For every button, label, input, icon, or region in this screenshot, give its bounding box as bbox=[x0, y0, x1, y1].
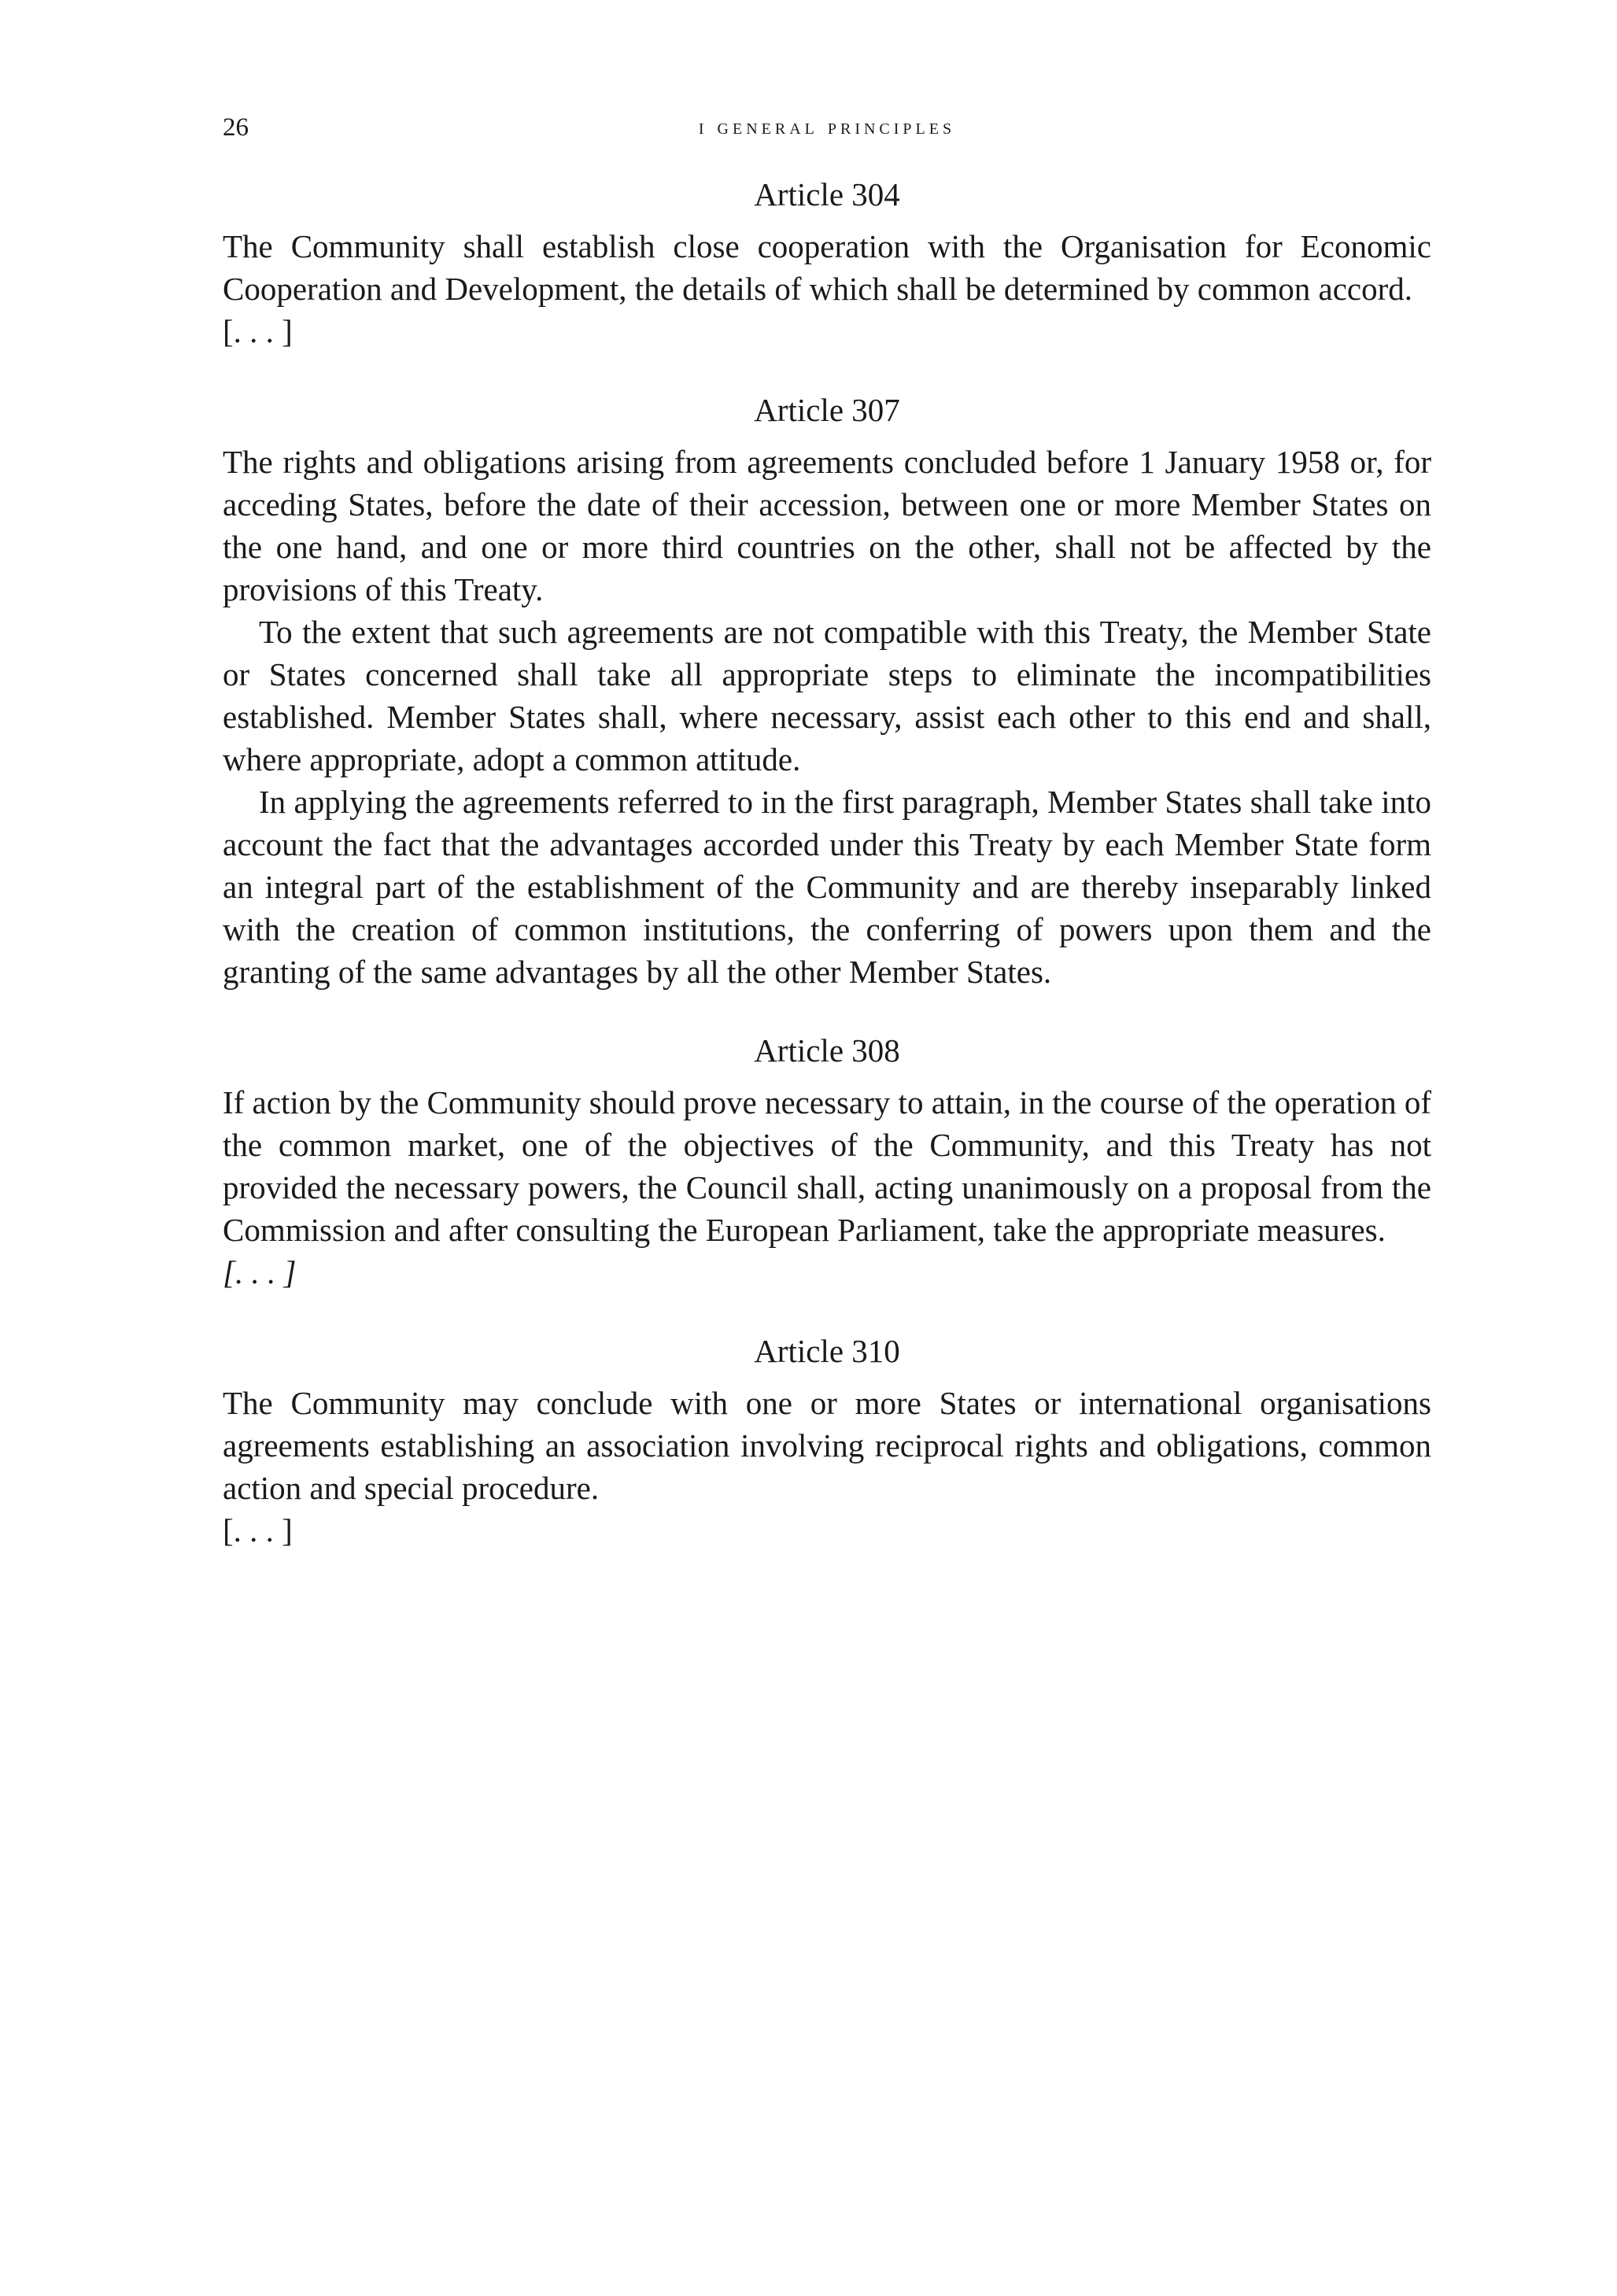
omission-marker: [. . . ] bbox=[223, 1254, 297, 1290]
article-heading: Article 308 bbox=[754, 1032, 900, 1069]
article-paragraph: The Community may conclude with one or more States or international organisations agreements establishing an association involving reciprocal rights and obligations, common action and special procedure. bbox=[223, 1385, 1431, 1506]
article-310 bbox=[223, 1330, 1431, 1552]
page-content bbox=[223, 173, 1431, 1552]
running-head bbox=[223, 110, 1431, 145]
article-304 bbox=[223, 173, 1431, 353]
article-heading: Article 304 bbox=[754, 176, 900, 212]
article-paragraph: In applying the agreements referred to in the first paragraph, Member States shall take into account the fact that the advantages accorded under this Treaty by each Member State form an integral part of the establishment of the Community and are thereby inseparably linked with the creation of common institutions, the conferring of powers upon them and the granting of the same advantages by all the other Member States. bbox=[223, 784, 1431, 990]
page-number: 26 bbox=[223, 113, 249, 142]
article-paragraph: The rights and obligations arising from agreements concluded before 1 January 1958 or, for acceding States, before the date of their accession, between one or more Member States on the one hand, and one or more third countries on the other, shall not be affected by the provisions of this Treaty. bbox=[223, 444, 1431, 607]
article-heading: Article 307 bbox=[754, 392, 900, 428]
running-title: i general principles bbox=[698, 115, 956, 139]
omission-marker: [. . . ] bbox=[223, 313, 293, 349]
article-paragraph: To the extent that such agreements are not compatible with this Treaty, the Member State or States concerned shall take all appropriate steps to eliminate the incompatibilities established. Member States shall, where necessary, assist each other to this end and shall, where appropriate, adopt a common attitude. bbox=[223, 614, 1431, 777]
omission-marker: [. . . ] bbox=[223, 1512, 293, 1549]
article-paragraph: If action by the Community should prove necessary to attain, in the course of the operation of the common market, one of the objectives of the Community, and this Treaty has not provided the necessary powers, the Council shall, acting unanimously on a proposal from the Commission and after consulting the European Parliament, take the appropriate measures. bbox=[223, 1084, 1431, 1248]
article-307 bbox=[223, 389, 1431, 993]
article-paragraph: The Community shall establish close cooperation with the Organisation for Economic Cooperation and Development, the details of which shall be determined by common accord. bbox=[223, 228, 1431, 307]
article-heading: Article 310 bbox=[754, 1333, 900, 1369]
article-308 bbox=[223, 1029, 1431, 1294]
